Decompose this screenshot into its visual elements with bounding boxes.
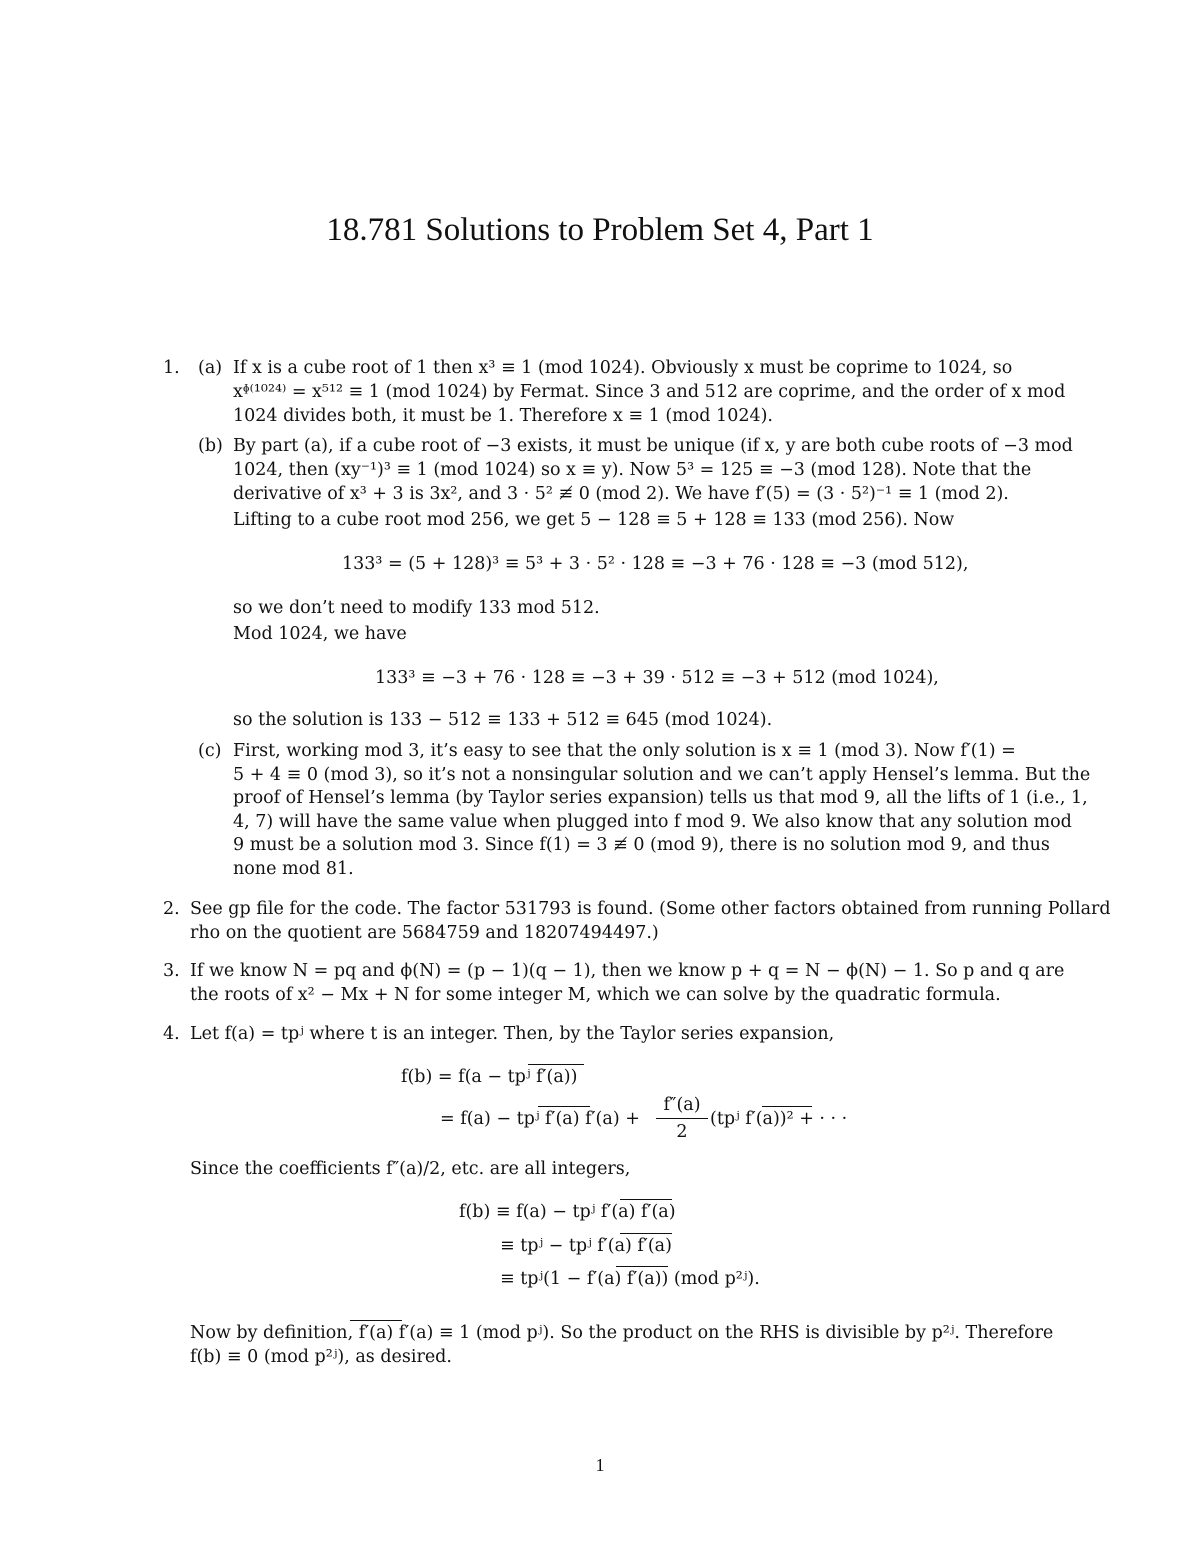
fraction-bar	[656, 1118, 708, 1119]
p1c-line: none mod 81.	[233, 859, 354, 879]
inverse-overline	[620, 1199, 672, 1200]
p1b-line: Mod 1024, we have	[233, 624, 407, 644]
p1a-line: xᶲ⁽¹⁰²⁴⁾ = x⁵¹² ≡ 1 (mod 1024) by Fermat. Since 3 and 512 are coprime, and the order of x mod	[233, 382, 1066, 402]
p1b-line: 1024, then (xy⁻¹)³ ≡ 1 (mod 1024) so x ≡ y). Now 5³ = 125 ≡ −3 (mod 128). Note that the	[233, 460, 1032, 480]
problem-3-label: 3.	[163, 961, 180, 981]
inverse-overline	[616, 1266, 668, 1267]
p3-line: If we know N = pq and ϕ(N) = (p − 1)(q − 1), then we know p + q = N − ϕ(N) − 1. So p and q are	[190, 961, 1065, 981]
p1c-line: 9 must be a solution mod 3. Since f(1) = 3 ≢ 0 (mod 9), there is no solution mod 9, and thus	[233, 835, 1050, 855]
problem-1-label: 1.	[163, 358, 180, 378]
p1b-line: so we don’t need to modify 133 mod 512.	[233, 598, 600, 618]
p3-line: the roots of x² − Mx + N for some integer M, which we can solve by the quadratic formula.	[190, 985, 1001, 1005]
document-title: 18.781 Solutions to Problem Set 4, Part 1	[326, 212, 874, 248]
p2-line: rho on the quotient are 5684759 and 18207494497.)	[190, 923, 659, 943]
p2-line: See gp file for the code. The factor 531793 is found. (Some other factors obtained from running Pollard	[190, 899, 1111, 919]
p4-congruence-line-2: ≡ tpʲ − tpʲ f′(a) f′(a)	[500, 1236, 672, 1256]
problem-1a-label: (a)	[198, 358, 223, 378]
p4-conclusion-line: Now by definition, f′(a) f′(a) ≡ 1 (mod pʲ). So the product on the RHS is divisible by p²ʲ. Therefore	[190, 1323, 1054, 1343]
p1a-line: 1024 divides both, it must be 1. Therefore x ≡ 1 (mod 1024).	[233, 406, 773, 426]
problem-2-label: 2.	[163, 899, 180, 919]
inverse-overline	[762, 1106, 812, 1107]
problem-1b-label: (b)	[198, 436, 223, 456]
p1c-line: First, working mod 3, it’s easy to see that the only solution is x ≡ 1 (mod 3). Now f′(1) =	[233, 741, 1016, 761]
p1a-line: If x is a cube root of 1 then x³ ≡ 1 (mod 1024). Obviously x must be coprime to 1024, so	[233, 358, 1013, 378]
p4-congruence-line-3: ≡ tpʲ(1 − f′(a) f′(a)) (mod p²ʲ).	[500, 1269, 760, 1289]
inverse-overline	[620, 1233, 672, 1234]
inverse-overline	[538, 1106, 590, 1107]
p4-intro: Let f(a) = tpʲ where t is an integer. Then, by the Taylor series expansion,	[190, 1024, 835, 1044]
p1b-equation-mod512: 133³ = (5 + 128)³ ≡ 5³ + 3 · 5² · 128 ≡ −3 + 76 · 128 ≡ −3 (mod 512),	[342, 554, 969, 574]
inverse-overline	[528, 1064, 584, 1065]
p1b-equation-mod1024: 133³ ≡ −3 + 76 · 128 ≡ −3 + 39 · 512 ≡ −3 + 512 (mod 1024),	[375, 668, 939, 688]
p4-taylor-line-2-right: (tpʲ f′(a))² + · · ·	[710, 1109, 848, 1129]
p1c-line: proof of Hensel’s lemma (by Taylor series expansion) tells us that mod 9, all the lifts of 1 (i.e., 1,	[233, 788, 1088, 808]
page-number: 1	[595, 1455, 605, 1475]
problem-4-label: 4.	[163, 1024, 180, 1044]
p1c-line: 5 + 4 ≡ 0 (mod 3), so it’s not a nonsingular solution and we can’t apply Hensel’s lemma. But the	[233, 765, 1091, 785]
p4-congruence-line-1: f(b) ≡ f(a) − tpʲ f′(a) f′(a)	[459, 1202, 676, 1222]
p4-conclusion-line: f(b) ≡ 0 (mod p²ʲ), as desired.	[190, 1347, 452, 1367]
p1b-line: Lifting to a cube root mod 256, we get 5 − 128 ≡ 5 + 128 ≡ 133 (mod 256). Now	[233, 510, 955, 530]
p4-mid: Since the coefficients f″(a)/2, etc. are all integers,	[190, 1159, 631, 1179]
p1b-line: By part (a), if a cube root of −3 exists, it must be unique (if x, y are both cube roots of −3 mod	[233, 436, 1073, 456]
fraction-denominator: 2	[676, 1122, 688, 1142]
p4-taylor-line-2-left: = f(a) − tpʲ f′(a) f′(a) +	[440, 1109, 640, 1129]
inverse-overline	[350, 1320, 402, 1321]
p4-taylor-line-1: f(b) = f(a − tpʲ f′(a))	[401, 1067, 578, 1087]
fraction-numerator: f″(a)	[663, 1095, 701, 1115]
p1c-line: 4, 7) will have the same value when plugged into f mod 9. We also know that any solution mod	[233, 812, 1072, 832]
p1b-line: derivative of x³ + 3 is 3x², and 3 · 5² ≢ 0 (mod 2). We have f′(5) = (3 · 5²)⁻¹ ≡ 1 (mod 2).	[233, 484, 1009, 504]
p1b-conclusion: so the solution is 133 − 512 ≡ 133 + 512 ≡ 645 (mod 1024).	[233, 710, 773, 730]
problem-1c-label: (c)	[198, 741, 222, 761]
